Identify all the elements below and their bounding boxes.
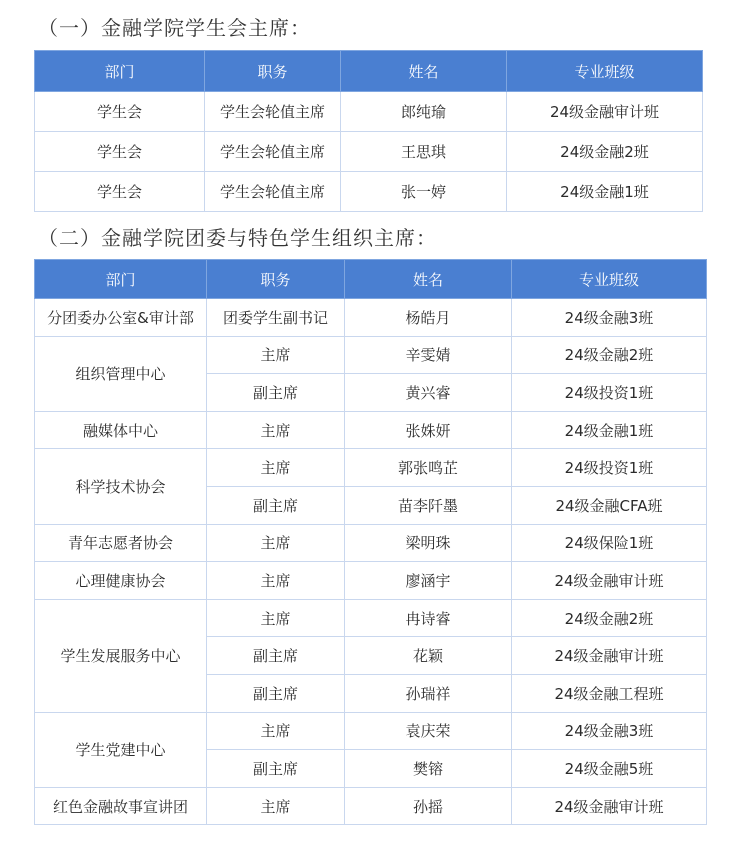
name-cell: 辛雯婧 [345, 336, 512, 374]
name-cell: 郎纯瑜 [341, 92, 507, 132]
class-cell: 24级金融2班 [507, 132, 703, 172]
table-row [35, 172, 703, 212]
position-cell: 副主席 [207, 750, 345, 788]
name-cell: 杨皓月 [345, 299, 512, 337]
class-cell: 24级保险1班 [512, 524, 707, 562]
league-organizations-table-body [35, 299, 707, 825]
department-cell: 学生会 [35, 92, 205, 132]
name-cell: 黄兴睿 [345, 374, 512, 412]
position-cell: 副主席 [207, 374, 345, 412]
name-cell: 王思琪 [341, 132, 507, 172]
table-row [35, 599, 707, 637]
header-name: 姓名 [345, 260, 512, 299]
section1-title: （一）金融学院学生会主席： [38, 16, 311, 40]
table-header-row [35, 51, 703, 92]
name-cell: 袁庆荣 [345, 712, 512, 750]
header-position: 职务 [207, 260, 345, 299]
table-row [35, 562, 707, 600]
position-cell: 主席 [207, 449, 345, 487]
name-cell: 张一婷 [341, 172, 507, 212]
header-class: 专业班级 [507, 51, 703, 92]
class-cell: 24级金融工程班 [512, 674, 707, 712]
name-cell: 苗李阡墨 [345, 486, 512, 524]
department-cell: 学生会 [35, 132, 205, 172]
header-department: 部门 [35, 260, 207, 299]
table-row [35, 787, 707, 825]
name-cell: 郭张鸣芷 [345, 449, 512, 487]
position-cell: 学生会轮值主席 [205, 172, 341, 212]
position-cell: 学生会轮值主席 [205, 132, 341, 172]
name-cell: 樊镕 [345, 750, 512, 788]
name-cell: 孙瑞祥 [345, 674, 512, 712]
table-row [35, 299, 707, 337]
name-cell: 张姝妍 [345, 411, 512, 449]
department-cell: 学生发展服务中心 [35, 599, 207, 712]
department-cell: 组织管理中心 [35, 336, 207, 411]
table-row [35, 132, 703, 172]
class-cell: 24级金融2班 [512, 599, 707, 637]
position-cell: 主席 [207, 562, 345, 600]
department-cell: 融媒体中心 [35, 411, 207, 449]
student-union-table [34, 50, 703, 212]
table-row [35, 449, 707, 487]
position-cell: 主席 [207, 524, 345, 562]
table-row [35, 336, 707, 374]
table-row [35, 92, 703, 132]
class-cell: 24级金融审计班 [512, 637, 707, 675]
position-cell: 副主席 [207, 637, 345, 675]
position-cell: 主席 [207, 336, 345, 374]
header-department: 部门 [35, 51, 205, 92]
department-cell: 学生党建中心 [35, 712, 207, 787]
position-cell: 团委学生副书记 [207, 299, 345, 337]
class-cell: 24级金融1班 [512, 411, 707, 449]
class-cell: 24级投资1班 [512, 449, 707, 487]
department-cell: 青年志愿者协会 [35, 524, 207, 562]
header-name: 姓名 [341, 51, 507, 92]
section2-title: （二）金融学院团委与特色学生组织主席： [38, 226, 437, 250]
name-cell: 孙摇 [345, 787, 512, 825]
position-cell: 主席 [207, 787, 345, 825]
student-union-table-body [35, 92, 703, 212]
class-cell: 24级金融2班 [512, 336, 707, 374]
name-cell: 冉诗睿 [345, 599, 512, 637]
position-cell: 主席 [207, 712, 345, 750]
class-cell: 24级投资1班 [512, 374, 707, 412]
class-cell: 24级金融审计班 [512, 787, 707, 825]
league-organizations-table [34, 259, 707, 825]
class-cell: 24级金融3班 [512, 712, 707, 750]
position-cell: 副主席 [207, 486, 345, 524]
class-cell: 24级金融5班 [512, 750, 707, 788]
header-position: 职务 [205, 51, 341, 92]
department-cell: 分团委办公室&审计部 [35, 299, 207, 337]
class-cell: 24级金融审计班 [512, 562, 707, 600]
header-class: 专业班级 [512, 260, 707, 299]
department-cell: 科学技术协会 [35, 449, 207, 524]
class-cell: 24级金融1班 [507, 172, 703, 212]
table-header-row [35, 260, 707, 299]
position-cell: 主席 [207, 599, 345, 637]
position-cell: 学生会轮值主席 [205, 92, 341, 132]
class-cell: 24级金融CFA班 [512, 486, 707, 524]
position-cell: 主席 [207, 411, 345, 449]
table-row [35, 411, 707, 449]
table-row [35, 712, 707, 750]
department-cell: 心理健康协会 [35, 562, 207, 600]
department-cell: 学生会 [35, 172, 205, 212]
name-cell: 梁明珠 [345, 524, 512, 562]
department-cell: 红色金融故事宣讲团 [35, 787, 207, 825]
class-cell: 24级金融审计班 [507, 92, 703, 132]
name-cell: 花颖 [345, 637, 512, 675]
name-cell: 廖涵宇 [345, 562, 512, 600]
table-row [35, 524, 707, 562]
position-cell: 副主席 [207, 674, 345, 712]
class-cell: 24级金融3班 [512, 299, 707, 337]
